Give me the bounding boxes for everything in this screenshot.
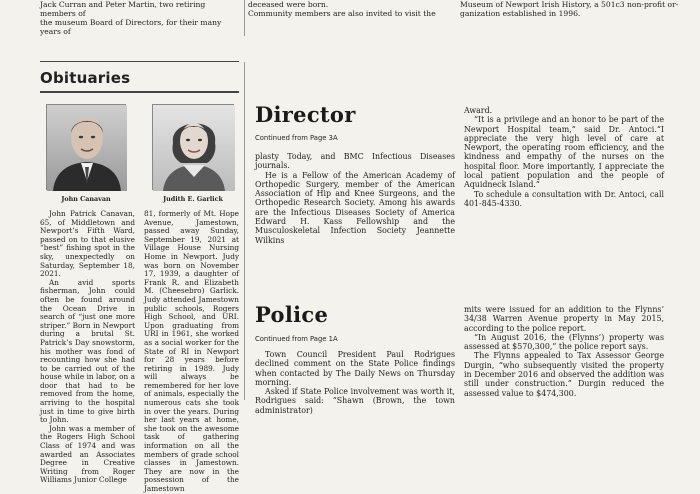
director-paragraph: “It is a privilege and an honor to be part of the Newport Hospital team,” said Dr. Antoci.“I appreciate the very high level of care at Newport, the operating room efficiency, and the kindness and empathy of the nurses on the hospital floor. More importantly, I appreciate the local patient population and the people of Aquidneck Island.” — [464, 115, 664, 190]
director-paragraph: To schedule a consultation with Dr. Antoci, call 401-845-4330. — [464, 189, 664, 208]
top-line: Community members are also invited to visit the — [248, 9, 436, 18]
obituary-paragraph: John was a member of the Rogers High School Class of 1974 and was awarded an Associates Degree in Creative Writing from Roger Williams Junior College — [40, 423, 135, 485]
top-strip-col3 — [460, 0, 680, 18]
obituary-paragraph: John Patrick Canavan, 65, of Middletown and Newport’s Fifth Ward, passed on to that elusive “best” fishing spot in the sky, unexpectedly on Saturday, September 18, 2021. — [40, 209, 135, 279]
director-paragraph: Award. — [464, 106, 493, 115]
top-line: Jack Curran and Peter Martin, two retiring members of — [40, 0, 206, 18]
police-continued-note: Continued from Page 1A — [255, 335, 338, 343]
director-paragraph: plasty Today, and BMC Infectious Diseases journals. — [255, 152, 455, 171]
police-heading: Police — [255, 302, 329, 327]
top-strip-col1 — [40, 0, 240, 36]
obituaries-heading-rule — [40, 91, 239, 93]
obituary-paragraph: An avid sports fisherman, John could often be found around the Ocean Drive in search of “just one more striper.” Born in Newport during a brutal St. Patrick’s Day snowstorm, his mother was fond of recounting how she had to be carried out of the house while in labor, on a door that had to be removed from the home, arriving to the hospital just in time to give birth to John. — [40, 277, 135, 425]
top-divider — [244, 0, 245, 36]
obituary-paragraph: 81, formerly of Mt. Hope Avenue, Jamestown, passed away Sunday, September 19, 2021 at Village House Nursing Home in Newport. Judy was born on November 17, 1939, a daughter of Frank R. and Elizabeth M. (Cheesebro) Garlick. Judy attended Jamestown public schools, Rogers High School, and URI. Upon graduating from URI in 1961, she worked as a social worker for the State of RI in Newport for 28 years before retiring in 1989. Judy will always be remembered for her love of animals, especially the numerous cats she took in over the years. During her last years at home, she took on the awesome task of gathering information on all the members of grade school classes in Jamestown. They are now in the possession of the Jamestown — [144, 209, 239, 493]
obituaries-top-rule — [40, 61, 239, 62]
director-heading: Director — [255, 102, 356, 127]
obituaries-heading: Obituaries — [40, 69, 131, 87]
police-column-2 — [464, 305, 664, 400]
police-column-1 — [255, 350, 455, 415]
police-paragraph: mits were issued for an addition to the Flynns’ 34/38 Warren Avenue property in May 2015, according to the police report. — [464, 305, 664, 333]
top-line: Museum of Newport Irish History, a 501c3 non-profit or- — [460, 0, 679, 9]
john-canavan-caption: John Canavan — [61, 195, 111, 203]
top-line: deceased were born. — [248, 0, 329, 9]
top-line: ganization established in 1996. — [460, 9, 581, 18]
judith-garlick-caption: Judith E. Garlick — [163, 195, 223, 203]
director-column-2 — [464, 106, 664, 276]
top-strip-col2 — [248, 0, 448, 18]
director-column-1 — [255, 152, 455, 272]
john-canavan-obituary-text — [40, 209, 135, 485]
judith-garlick-obituary-text — [144, 209, 239, 493]
police-paragraph: Asked if State Police involvement was worth it, Rodrigues said: “Shawn (Brown, the town administrator) — [255, 387, 455, 415]
obituaries-column-divider — [244, 62, 245, 400]
director-continued-note: Continued from Page 3A — [255, 134, 338, 142]
police-paragraph: “In August 2016, the (Flynns’) property was assessed at $570,300,” the police report says. — [464, 332, 664, 352]
police-paragraph: Town Council President Paul Rodrigues declined comment on the State Police findings when contacted by The Daily News on Thursday morning. — [255, 350, 455, 387]
john-canavan-photo — [46, 104, 126, 190]
top-line: the museum Board of Directors, for their many years of — [40, 18, 222, 36]
director-paragraph: He is a Fellow of the American Academy of Orthopedic Surgery, member of the American Association of Hip and Knee Surgeons, and the Orthopedic Research Society. Among his awards are the Infectious Diseases Society of America Edward H. Kass Fellowship and the Musculoskeletal Infection Society Jeannette Wilkins — [255, 170, 455, 245]
police-paragraph: The Flynns appealed to Tax Assessor George Durgin, “who subsequently visited the property in December 2016 and observed the addition was still under construction.” Durgin reduced the assessed value to $474,300. — [464, 351, 664, 398]
judith-garlick-photo — [152, 104, 234, 190]
